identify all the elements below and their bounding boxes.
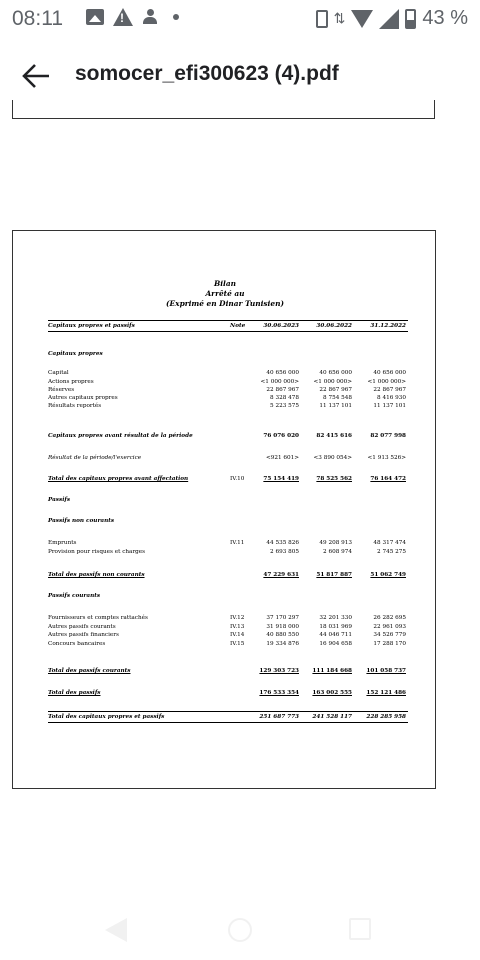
status-bar <box>0 0 480 38</box>
arrow-left-icon <box>18 58 54 94</box>
row-label: Total des capitaux propres et passifs <box>48 714 165 720</box>
row-value-dec-2022: <1 913 526> <box>367 455 406 461</box>
row-value-2022: 111 184 668 <box>312 668 352 674</box>
row-value-2022: 163 002 555 <box>312 690 352 696</box>
image-notification-icon <box>86 9 104 25</box>
report-date-line: Arrêté au <box>205 289 245 298</box>
back-button[interactable] <box>18 58 54 94</box>
row-label: Autres passifs financiers <box>48 632 119 638</box>
row-value-dec-2022: 22 961 093 <box>373 624 406 630</box>
row-value-2022: 40 656 000 <box>319 370 352 376</box>
row-label: Total des passifs non courants <box>48 572 145 578</box>
row-value-dec-2022: 40 656 000 <box>373 370 406 376</box>
row-value-dec-2022: 48 317 474 <box>373 540 406 546</box>
row-note: IV.12 <box>230 615 245 621</box>
row-value-dec-2022: 228 285 958 <box>366 714 406 720</box>
nav-home-button[interactable] <box>228 918 252 942</box>
grand-total-top-rule <box>48 711 408 712</box>
row-label: Passifs non courants <box>48 518 115 524</box>
row-value-dec-2022: 26 282 695 <box>373 615 406 621</box>
row-value-2022: 2 608 974 <box>323 549 352 555</box>
row-value-2022: 18 031 969 <box>319 624 352 630</box>
header-top-rule <box>48 320 408 321</box>
document-title: somocer_efi300623 (4).pdf <box>75 62 339 85</box>
status-time: 08:11 <box>12 7 63 30</box>
warning-icon <box>113 8 133 26</box>
row-value-2023: 5 223 575 <box>270 403 299 409</box>
app-bar <box>0 48 480 104</box>
row-label: Passifs courants <box>48 593 101 599</box>
row-label: Fournisseurs et comptes rattachés <box>48 615 148 621</box>
row-value-2022: <1 000 000> <box>313 379 352 385</box>
row-value-2022: 51 817 887 <box>316 572 352 578</box>
header-col-dec-2022: 31.12.2022 <box>370 323 406 329</box>
row-label: Total des capitaux propres avant affectation <box>48 476 189 482</box>
row-value-2023: 251 687 773 <box>259 714 299 720</box>
row-value-dec-2022: 101 058 737 <box>366 668 406 674</box>
more-notifications-dot-icon <box>173 14 179 20</box>
row-value-dec-2022: 82 077 998 <box>370 433 406 439</box>
row-label: Capital <box>48 370 69 376</box>
row-value-2023: 75 154 419 <box>263 476 299 482</box>
grand-total-bottom-rule <box>48 722 408 723</box>
row-label: Total des passifs courants <box>48 668 131 674</box>
row-value-dec-2022: 51 062 749 <box>370 572 406 578</box>
battery-icon <box>405 9 416 29</box>
row-note: IV.14 <box>230 632 245 638</box>
row-value-2022: 8 754 548 <box>323 395 352 401</box>
row-label: Résultats reportés <box>48 403 102 409</box>
person-icon <box>142 9 160 25</box>
report-title: Bilan <box>213 279 237 288</box>
row-label: Emprunts <box>48 540 77 546</box>
vibrate-icon <box>316 10 328 28</box>
row-value-2023: 40 880 550 <box>266 632 299 638</box>
row-value-2023: 44 535 826 <box>266 540 299 546</box>
row-value-2022: 49 208 913 <box>319 540 352 546</box>
row-label: Concours bancaires <box>48 641 106 647</box>
row-value-2022: 78 525 562 <box>316 476 352 482</box>
row-value-2023: 2 693 805 <box>270 549 299 555</box>
row-label: Autres passifs courants <box>48 624 116 630</box>
data-arrows-icon: ⇅ <box>333 10 346 26</box>
navigation-bar <box>0 900 480 960</box>
pdf-page[interactable] <box>12 230 436 789</box>
wifi-icon <box>351 10 373 28</box>
row-value-2022: 82 415 616 <box>316 433 352 439</box>
row-value-dec-2022: <1 000 000> <box>367 379 406 385</box>
row-label: Passifs <box>48 497 71 503</box>
row-value-2023: <1 000 000> <box>260 379 299 385</box>
row-label: Réserves <box>48 387 75 393</box>
row-label: Autres capitaux propres <box>48 395 118 401</box>
row-value-2022: 44 046 711 <box>319 632 352 638</box>
row-value-2023: 176 533 354 <box>259 690 299 696</box>
header-col-2022: 30.06.2022 <box>316 323 352 329</box>
row-value-dec-2022: 76 164 472 <box>370 476 406 482</box>
row-value-dec-2022: 152 121 486 <box>366 690 406 696</box>
row-value-2023: 129 303 723 <box>259 668 299 674</box>
row-value-2022: 16 904 658 <box>319 641 352 647</box>
battery-percentage: 43 % <box>422 7 468 29</box>
row-value-dec-2022: 22 867 967 <box>373 387 406 393</box>
row-label: Actions propres <box>48 379 94 385</box>
previous-page <box>12 100 435 119</box>
row-note: IV.15 <box>230 641 245 647</box>
row-note: IV.10 <box>230 476 245 482</box>
row-value-2022: 22 867 967 <box>319 387 352 393</box>
row-note: IV.11 <box>230 540 245 546</box>
row-value-dec-2022: 2 745 275 <box>377 549 406 555</box>
row-value-2022: 241 528 117 <box>312 714 352 720</box>
report-currency-line: (Exprimé en Dinar Tunisien) <box>166 299 284 308</box>
row-note: IV.13 <box>230 624 245 630</box>
row-value-dec-2022: 8 416 930 <box>377 395 406 401</box>
header-bottom-rule <box>48 331 408 332</box>
notification-icons <box>86 8 179 26</box>
row-value-2023: 8 328 478 <box>270 395 299 401</box>
row-value-dec-2022: 11 137 101 <box>373 403 406 409</box>
row-value-2023: 37 170 297 <box>266 615 299 621</box>
row-value-2023: 40 656 000 <box>266 370 299 376</box>
signal-icon <box>379 9 399 29</box>
row-value-2023: 19 334 876 <box>266 641 299 647</box>
row-value-2022: 11 137 101 <box>319 403 352 409</box>
row-label: Provision pour risques et charges <box>48 549 146 555</box>
row-value-2023: 76 076 020 <box>263 433 299 439</box>
row-value-dec-2022: 17 288 170 <box>373 641 406 647</box>
row-label: Capitaux propres <box>48 351 103 357</box>
row-value-2023: 22 867 967 <box>266 387 299 393</box>
row-label: Total des passifs <box>48 690 101 696</box>
row-value-2022: <3 890 054> <box>313 455 352 461</box>
row-value-2023: 47 229 631 <box>263 572 299 578</box>
row-value-2023: <921 601> <box>265 455 299 461</box>
row-label: Résultat de la période/l'exercice <box>48 455 142 461</box>
row-value-dec-2022: 34 526 779 <box>373 632 406 638</box>
nav-recents-button[interactable] <box>349 918 371 940</box>
header-label: Capitaux propres et passifs <box>48 323 135 329</box>
header-note: Note <box>230 323 246 329</box>
header-col-2023: 30.06.2023 <box>263 323 299 329</box>
nav-back-button[interactable] <box>105 918 127 942</box>
row-value-2023: 31 918 000 <box>266 624 299 630</box>
row-label: Capitaux propres avant résultat de la période <box>48 433 193 439</box>
system-icons <box>316 7 468 30</box>
row-value-2022: 32 201 330 <box>319 615 352 621</box>
